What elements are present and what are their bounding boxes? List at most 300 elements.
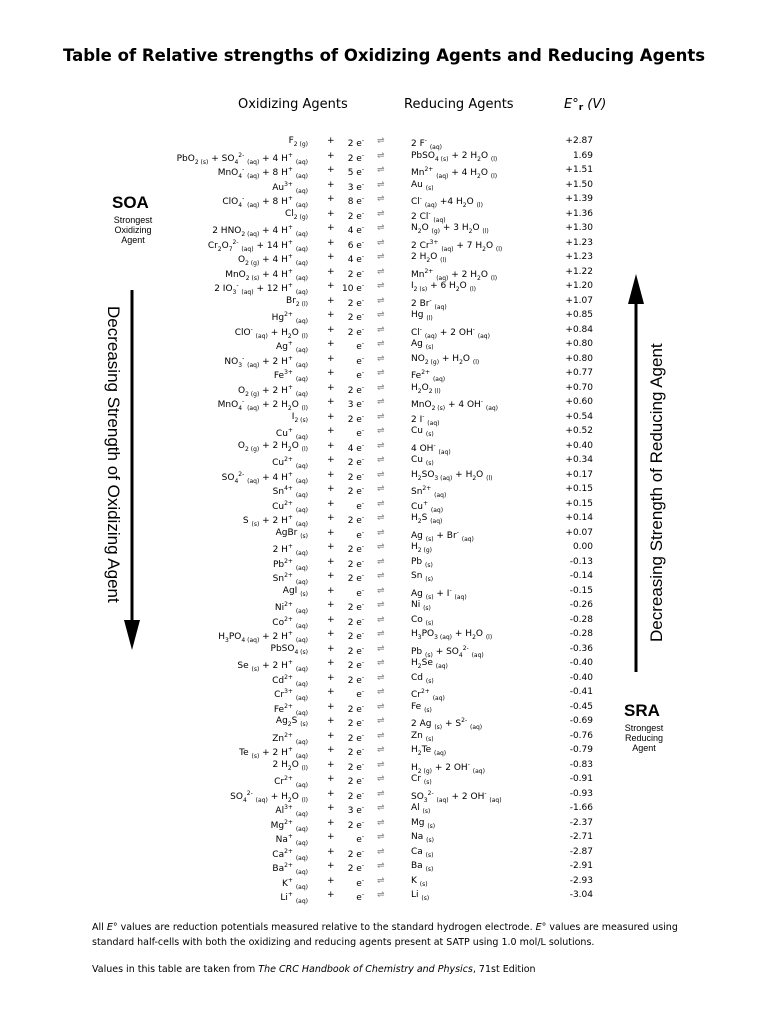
equilibrium-arrow-icon: ⇌ bbox=[377, 716, 385, 726]
equilibrium-arrow-icon: ⇌ bbox=[377, 223, 385, 233]
reduction-potential: -0.13 bbox=[569, 556, 593, 567]
table-row bbox=[0, 656, 768, 673]
oxidizing-agent: $PbO_{2 (s)} + SO_4^{2-}$ $_{(aq)}$ + 4 H+ $_{(aq)}$ bbox=[176, 151, 308, 166]
oxidizing-agent: Te $_{(s)}$ + 2 H+ $_{(aq)}$ bbox=[239, 746, 308, 760]
oxidizing-agent: $Zn^{2+}$ $_{(aq)}$ bbox=[272, 731, 308, 746]
table-row bbox=[0, 134, 768, 151]
reducing-agent: Hg $_{(l)}$ bbox=[411, 310, 433, 322]
reducing-agent: Au $_{(s)}$ bbox=[411, 179, 434, 192]
reduction-potential: +0.80 bbox=[565, 353, 593, 364]
equilibrium-arrow-icon: ⇌ bbox=[377, 295, 385, 306]
reduction-potential: +0.77 bbox=[565, 368, 593, 378]
reduction-potential: +0.15 bbox=[565, 498, 593, 509]
reducing-agent: $N_2O$ $_{(g)}$ + 3 $H_2O$ $_{(l)}$ bbox=[411, 223, 489, 235]
reducing-agent: Co $_{(s)}$ bbox=[411, 614, 434, 627]
table-row bbox=[0, 265, 768, 282]
oxidizing-agent: $O_{2 (g)} + 2$ H+ $_{(aq)}$ bbox=[237, 383, 308, 398]
reduction-potential: -2.37 bbox=[569, 817, 593, 828]
oxidizing-agent: MnO$_4$- $_{(aq)}$ + 2 $H_2O$ $_{(l)}$ bbox=[217, 398, 308, 412]
reducing-agent: $NO_{2 (g)} + H_2O$ $_{(l)}$ bbox=[411, 353, 480, 366]
reducing-agent: $Mn^{2+}$ $_{(aq)}$ + 2 $H_2O$ $_{(l)}$ bbox=[411, 267, 498, 282]
footnote bbox=[92, 920, 692, 950]
plus-sign: + bbox=[327, 150, 335, 161]
plus-sign: + bbox=[327, 846, 335, 857]
reduction-potential: +0.34 bbox=[565, 455, 593, 465]
equilibrium-arrow-icon: ⇌ bbox=[377, 585, 385, 596]
electrons: e- bbox=[356, 891, 364, 903]
source-note bbox=[92, 964, 536, 975]
reducing-agent: $H_{2 (g)} + 2$ OH- $_{(aq)}$ bbox=[411, 760, 485, 775]
electrons: 2 e- bbox=[347, 644, 364, 657]
electrons: 2 e- bbox=[347, 209, 364, 222]
reducing-agent: Cr $_{(s)}$ bbox=[411, 774, 432, 786]
plus-sign: + bbox=[327, 730, 335, 741]
oxidizing-agent: $H_3PO_{4 (aq)} + 2$ H+ $_{(aq)}$ bbox=[218, 630, 308, 644]
equilibrium-arrow-icon: ⇌ bbox=[377, 426, 385, 436]
oxidizing-agent: 2 $IO_3^-$ $_{(aq)}$ + 12 H+ $_{(aq)}$ bbox=[214, 282, 308, 296]
soa-description bbox=[104, 215, 162, 245]
electrons: 2 e- bbox=[347, 775, 364, 787]
electrons: 2 e- bbox=[347, 485, 364, 497]
reducing-agent: $I_{2 (s)} + 6$ $H_2O$ $_{(l)}$ bbox=[411, 281, 476, 293]
oxidizing-agent: $Sn^{2+}$ $_{(aq)}$ bbox=[272, 572, 308, 586]
reduction-potential: -0.41 bbox=[569, 687, 593, 697]
reducing-agent: Cd $_{(s)}$ bbox=[411, 672, 434, 685]
equilibrium-arrow-icon: ⇌ bbox=[377, 629, 385, 639]
electrons: 3 e- bbox=[347, 804, 364, 816]
reducing-agent: Cl- $_{(aq)}$ +4 $H_2O$ $_{(l)}$ bbox=[411, 195, 483, 209]
electrons: 2 e- bbox=[347, 717, 364, 729]
plus-sign: + bbox=[327, 614, 335, 625]
oxidizing-agent: AgI $_{(s)}$ bbox=[282, 585, 308, 598]
reduction-potential: +0.84 bbox=[565, 324, 593, 335]
sra-line-1: Strongest bbox=[624, 723, 664, 733]
oxidizing-agent: 2 $HNO_{2 (aq)} + 4$ H+ $_{(aq)}$ bbox=[212, 224, 308, 238]
electrons: 10 e- bbox=[341, 282, 364, 294]
equilibrium-arrow-icon: ⇌ bbox=[377, 179, 385, 190]
reduction-potential: -0.91 bbox=[569, 774, 593, 784]
electrons: e- bbox=[356, 528, 364, 541]
equilibrium-arrow-icon: ⇌ bbox=[377, 600, 385, 610]
equilibrium-arrow-icon: ⇌ bbox=[377, 643, 385, 654]
plus-sign: + bbox=[327, 774, 335, 784]
equilibrium-arrow-icon: ⇌ bbox=[377, 440, 385, 451]
reduction-potential: 1.69 bbox=[572, 150, 593, 161]
equilibrium-arrow-icon: ⇌ bbox=[377, 136, 385, 146]
plus-sign: + bbox=[327, 832, 335, 842]
equilibrium-arrow-icon: ⇌ bbox=[377, 382, 385, 393]
plus-sign: + bbox=[327, 600, 335, 610]
electrons: 2 e- bbox=[347, 818, 364, 831]
plus-sign: + bbox=[327, 890, 335, 900]
equilibrium-arrow-icon: ⇌ bbox=[377, 542, 385, 552]
plus-sign: + bbox=[327, 643, 335, 654]
electrons: e- bbox=[356, 369, 364, 381]
equilibrium-arrow-icon: ⇌ bbox=[377, 745, 385, 755]
reducing-agent: K $_{(s)}$ bbox=[411, 875, 428, 888]
reduction-potential: +1.23 bbox=[565, 252, 593, 262]
table-row bbox=[0, 888, 768, 905]
plus-sign: + bbox=[327, 672, 335, 683]
reducing-agent: 2 Br- $_{(aq)}$ bbox=[411, 296, 447, 311]
reduction-potential: -0.93 bbox=[569, 788, 593, 799]
electrons: e- bbox=[356, 586, 364, 599]
oxidizing-agent: $Al^{3+}$ $_{(aq)}$ bbox=[275, 804, 308, 818]
sra-label: SRA bbox=[624, 701, 660, 720]
plus-sign: + bbox=[327, 875, 335, 886]
reduction-potential: -2.93 bbox=[569, 875, 593, 886]
plus-sign: + bbox=[327, 353, 335, 364]
plus-sign: + bbox=[327, 324, 335, 335]
header-potential-subscript: r bbox=[578, 103, 584, 113]
reduction-potential: -0.79 bbox=[569, 745, 593, 755]
footnote-text-1: All bbox=[92, 922, 107, 933]
oxidizing-agent: $Ag_2S$ $_{(s)}$ bbox=[275, 716, 308, 728]
reduction-potential: -0.83 bbox=[569, 759, 593, 770]
reduction-potential: -0.15 bbox=[569, 585, 593, 596]
reduction-potential: +0.85 bbox=[565, 310, 593, 320]
reducing-agent: 4 OH- $_{(aq)}$ bbox=[411, 441, 451, 456]
reduction-potential: -0.28 bbox=[569, 629, 593, 639]
reduction-potential: -0.14 bbox=[569, 571, 593, 581]
electrons: 2 e- bbox=[347, 383, 364, 396]
plus-sign: + bbox=[327, 411, 335, 422]
equilibrium-arrow-icon: ⇌ bbox=[377, 165, 385, 175]
plus-sign: + bbox=[327, 339, 335, 349]
equilibrium-arrow-icon: ⇌ bbox=[377, 672, 385, 683]
oxidizing-agent: Ag+ $_{(aq)}$ bbox=[276, 340, 308, 354]
header-potential-unit: (V) bbox=[583, 97, 607, 112]
header-oxidizing-agents: Oxidizing Agents bbox=[238, 97, 348, 112]
reduction-potential: -0.26 bbox=[569, 600, 593, 610]
electrons: 2 e- bbox=[347, 789, 364, 802]
electrons: 2 e- bbox=[347, 412, 364, 425]
electrons: 2 e- bbox=[347, 630, 364, 642]
electrons: 2 e- bbox=[347, 543, 364, 555]
oxidizing-agent: $O_{2 (g)} + 4$ H+ $_{(aq)}$ bbox=[237, 253, 308, 267]
oxidizing-agent: $Cr_2O_7^{2-}$ $_{(aq)}$ + 14 H+ $_{(aq)}$ bbox=[207, 238, 308, 253]
sra-line-2: Reducing bbox=[624, 733, 664, 743]
reducing-agent: PbSO$_{4 (s)}$ + 2 $H_2O$ $_{(l)}$ bbox=[411, 150, 498, 163]
oxidizing-agent: $Fe^{2+}$ $_{(aq)}$ bbox=[273, 702, 308, 717]
electrons: 3 e- bbox=[347, 398, 364, 410]
reducing-agent: Cu $_{(s)}$ bbox=[411, 426, 434, 438]
plus-sign: + bbox=[327, 165, 335, 175]
reduction-potential: +1.30 bbox=[565, 223, 593, 233]
equilibrium-arrow-icon: ⇌ bbox=[377, 498, 385, 509]
equilibrium-arrow-icon: ⇌ bbox=[377, 324, 385, 335]
oxidizing-agent: $Fe^{3+}$ $_{(aq)}$ bbox=[273, 369, 308, 383]
left-vertical-label: Decreasing Strength of Oxidizing Agent bbox=[104, 306, 123, 603]
plus-sign: + bbox=[327, 513, 335, 523]
oxidizing-agent: $Au^{3+}$ $_{(aq)}$ bbox=[272, 180, 308, 195]
reduction-potential: -0.28 bbox=[569, 614, 593, 625]
electrons: 4 e- bbox=[347, 224, 364, 236]
reducing-agent: Ba $_{(s)}$ bbox=[411, 861, 434, 873]
oxidizing-agent: $Cd^{2+}$ $_{(aq)}$ bbox=[272, 673, 308, 688]
reducing-agent: $H_{2 (g)}$ bbox=[411, 542, 432, 554]
oxidizing-agent: $Sn^{4+}$ $_{(aq)}$ bbox=[272, 485, 308, 499]
electrons: 5 e- bbox=[347, 166, 364, 178]
oxidizing-agent: $Pb^{2+}$ $_{(aq)}$ bbox=[272, 557, 308, 572]
reducing-agent: $H_2O_{2 (l)}$ bbox=[411, 382, 441, 395]
plus-sign: + bbox=[327, 687, 335, 697]
reducing-agent: 2 I- $_{(aq)}$ bbox=[411, 412, 440, 427]
reducing-agent: 2 F- $_{(aq)}$ bbox=[411, 137, 442, 151]
electrons: 2 e- bbox=[347, 659, 364, 671]
plus-sign: + bbox=[327, 817, 335, 828]
plus-sign: + bbox=[327, 556, 335, 567]
electrons: 2 e- bbox=[347, 557, 364, 570]
plus-sign: + bbox=[327, 368, 335, 378]
reduction-potential: -0.45 bbox=[569, 701, 593, 712]
reduction-potential: +0.40 bbox=[565, 440, 593, 451]
plus-sign: + bbox=[327, 426, 335, 436]
oxidizing-agent: $Ba^{2+}$ $_{(aq)}$ bbox=[272, 862, 308, 876]
plus-sign: + bbox=[327, 252, 335, 262]
reduction-potential: +0.15 bbox=[565, 484, 593, 494]
equilibrium-arrow-icon: ⇌ bbox=[377, 556, 385, 567]
oxidizing-agent: $Ca^{2+}$ $_{(aq)}$ bbox=[272, 847, 308, 862]
equilibrium-arrow-icon: ⇌ bbox=[377, 484, 385, 494]
plus-sign: + bbox=[327, 469, 335, 480]
electrons: 2 e- bbox=[347, 325, 364, 338]
plus-sign: + bbox=[327, 281, 335, 291]
reduction-potential: +1.50 bbox=[565, 179, 593, 190]
equilibrium-arrow-icon: ⇌ bbox=[377, 875, 385, 886]
oxidizing-agent: Na+ $_{(aq)}$ bbox=[275, 833, 308, 847]
reducing-agent: $Mn^{2+}$ $_{(aq)}$ + 4 $H_2O$ $_{(l)}$ bbox=[411, 166, 498, 180]
reducing-agent: $H_2Te$ $_{(aq)}$ bbox=[411, 745, 447, 757]
reduction-potential: -2.71 bbox=[569, 832, 593, 842]
plus-sign: + bbox=[327, 179, 335, 190]
equilibrium-arrow-icon: ⇌ bbox=[377, 614, 385, 625]
plus-sign: + bbox=[327, 701, 335, 712]
electrons: 2 e- bbox=[347, 296, 364, 309]
reduction-potential: +0.54 bbox=[565, 411, 593, 422]
electrons: e- bbox=[356, 876, 364, 889]
electrons: 2 e- bbox=[347, 702, 364, 715]
reducing-agent: MnO$_{2 (s)}$ + 4 OH- $_{(aq)}$ bbox=[411, 398, 499, 412]
reduction-potential: +2.87 bbox=[565, 136, 593, 146]
reduction-potential: +0.60 bbox=[565, 397, 593, 407]
equilibrium-arrow-icon: ⇌ bbox=[377, 803, 385, 813]
electrons: 2 e- bbox=[347, 456, 364, 468]
header-potential bbox=[564, 97, 606, 113]
electrons: e- bbox=[356, 833, 364, 845]
reducing-agent: $H_2SO_{3 (aq)} + H_2O$ $_{(l)}$ bbox=[411, 469, 493, 482]
reduction-potential: -1.66 bbox=[569, 803, 593, 813]
electrons: 2 e- bbox=[347, 760, 364, 773]
equilibrium-arrow-icon: ⇌ bbox=[377, 397, 385, 407]
reduction-potential: +1.51 bbox=[565, 165, 593, 175]
plus-sign: + bbox=[327, 861, 335, 871]
oxidizing-agent: $NO_3^-$ $_{(aq)}$ + 2 H+ $_{(aq)}$ bbox=[224, 354, 308, 369]
electrons: e- bbox=[356, 688, 364, 700]
reduction-potential: -2.91 bbox=[569, 861, 593, 871]
plus-sign: + bbox=[327, 237, 335, 248]
plus-sign: + bbox=[327, 716, 335, 726]
table-row bbox=[0, 642, 768, 659]
equilibrium-arrow-icon: ⇌ bbox=[377, 788, 385, 799]
equilibrium-arrow-icon: ⇌ bbox=[377, 237, 385, 248]
oxidizing-agent: $SO_4^{2-}$ $_{(aq)}$ + 4 H+ $_{(aq)}$ bbox=[221, 470, 308, 485]
reducing-agent: 2 Cl- $_{(aq)}$ bbox=[411, 209, 446, 224]
plus-sign: + bbox=[327, 759, 335, 770]
plus-sign: + bbox=[327, 455, 335, 465]
oxidizing-agent: $Ni^{2+}$ $_{(aq)}$ bbox=[274, 601, 308, 615]
reduction-potential: -2.87 bbox=[569, 846, 593, 857]
electrons: 2 e- bbox=[347, 137, 364, 149]
oxidizing-agent: ClO$_4$- $_{(aq)}$ + 8 H+ $_{(aq)}$ bbox=[222, 195, 308, 209]
oxidizing-agent: Se $_{(s)}$ + 2 H+ $_{(aq)}$ bbox=[237, 659, 308, 673]
reduction-potential: -0.40 bbox=[569, 658, 593, 668]
table-row bbox=[0, 787, 768, 804]
reducing-agent: Pb $_{(s)}$ bbox=[411, 556, 433, 569]
plus-sign: + bbox=[327, 223, 335, 233]
plus-sign: + bbox=[327, 208, 335, 219]
oxidizing-agent: $Cr^{3+}$ $_{(aq)}$ bbox=[274, 688, 308, 702]
plus-sign: + bbox=[327, 310, 335, 320]
equilibrium-arrow-icon: ⇌ bbox=[377, 310, 385, 320]
reducing-agent: $SO_3^{2-}$ $_{(aq)}$ + 2 OH- $_{(aq)}$ bbox=[411, 789, 502, 804]
reducing-agent: Ni $_{(s)}$ bbox=[411, 600, 431, 612]
equilibrium-arrow-icon: ⇌ bbox=[377, 469, 385, 480]
equilibrium-arrow-icon: ⇌ bbox=[377, 411, 385, 422]
oxidizing-agent: $Cl_{2 (g)}$ bbox=[284, 208, 308, 221]
equilibrium-arrow-icon: ⇌ bbox=[377, 759, 385, 770]
equilibrium-arrow-icon: ⇌ bbox=[377, 339, 385, 349]
reduction-potential: +1.20 bbox=[565, 281, 593, 291]
equilibrium-arrow-icon: ⇌ bbox=[377, 513, 385, 523]
electrons: 3 e- bbox=[347, 180, 364, 193]
electrons: e- bbox=[356, 499, 364, 512]
electrons: 2 e- bbox=[347, 470, 364, 483]
table-row bbox=[0, 845, 768, 862]
plus-sign: + bbox=[327, 498, 335, 509]
oxidizing-agent: MnO$_4$- $_{(aq)}$ + 8 H+ $_{(aq)}$ bbox=[217, 166, 308, 180]
oxidizing-agent: $Br_{2 (l)}$ bbox=[286, 295, 308, 308]
oxidizing-agent: $Mg^{2+}$ $_{(aq)}$ bbox=[270, 818, 308, 833]
reduction-potential: +1.39 bbox=[565, 194, 593, 204]
reduction-potential: -0.69 bbox=[569, 716, 593, 726]
equilibrium-arrow-icon: ⇌ bbox=[377, 281, 385, 291]
equilibrium-arrow-icon: ⇌ bbox=[377, 832, 385, 842]
plus-sign: + bbox=[327, 803, 335, 813]
right-vertical-label: Decreasing Strength of Reducing Agent bbox=[647, 343, 666, 642]
plus-sign: + bbox=[327, 266, 335, 277]
equilibrium-arrow-icon: ⇌ bbox=[377, 208, 385, 219]
equilibrium-arrow-icon: ⇌ bbox=[377, 150, 385, 161]
oxidizing-agent: $Cu^{2+}$ $_{(aq)}$ bbox=[272, 499, 308, 514]
soa-line-3: Agent bbox=[121, 235, 145, 245]
footnote-text-3: values are measured using standard half-cells with both the oxidizing and reducing agents present at SATP using 1.0 mol/L solutions. bbox=[92, 922, 678, 948]
table-row bbox=[0, 830, 768, 847]
reduction-potential: +0.80 bbox=[565, 339, 593, 349]
footnote-symbol-2: E° bbox=[535, 922, 547, 933]
equilibrium-arrow-icon: ⇌ bbox=[377, 774, 385, 784]
reducing-agent: Zn $_{(s)}$ bbox=[411, 730, 434, 743]
oxidizing-agent: ClO- $_{(aq)} + H_2O$ $_{(l)}$ bbox=[234, 325, 308, 340]
electrons: 2 e- bbox=[347, 572, 364, 584]
oxidizing-agent: 2 $H_2O$ $_{(l)}$ bbox=[272, 759, 308, 772]
electrons: 4 e- bbox=[347, 253, 364, 265]
table-row bbox=[0, 178, 768, 195]
equilibrium-arrow-icon: ⇌ bbox=[377, 658, 385, 668]
oxidizing-agent: $Co^{2+}$ $_{(aq)}$ bbox=[272, 615, 308, 630]
page-title: Table of Relative strengths of Oxidizing Agents and Reducing Agents bbox=[62, 46, 706, 65]
reducing-agent: $H_2Se$ $_{(aq)}$ bbox=[411, 658, 448, 670]
plus-sign: + bbox=[327, 382, 335, 393]
reducing-agent: Li $_{(s)}$ bbox=[411, 890, 430, 902]
reducing-agent: $H_3PO_{3 (aq)} + H_2O$ $_{(l)}$ bbox=[411, 629, 493, 641]
electrons: 2 e- bbox=[347, 601, 364, 613]
oxidizing-agent: Cu+ $_{(aq)}$ bbox=[275, 427, 308, 441]
source-prefix: Values in this table are taken from bbox=[92, 964, 259, 975]
electrons: 2 e- bbox=[347, 673, 364, 686]
electrons: 2 e- bbox=[347, 862, 364, 874]
equilibrium-arrow-icon: ⇌ bbox=[377, 571, 385, 581]
equilibrium-arrow-icon: ⇌ bbox=[377, 846, 385, 857]
reduction-potential: -0.40 bbox=[569, 672, 593, 683]
reduction-potential: 0.00 bbox=[572, 542, 593, 552]
table-row bbox=[0, 772, 768, 789]
reducing-agent: $Fe^{2+}$ $_{(aq)}$ bbox=[411, 369, 446, 383]
reducing-agent: Na $_{(s)}$ bbox=[411, 832, 434, 844]
table-row bbox=[0, 801, 768, 818]
table-row bbox=[0, 149, 768, 166]
reducing-agent: Ag $_{(s)}$ + Br- $_{(aq)}$ bbox=[411, 528, 474, 543]
electrons: e- bbox=[356, 340, 364, 352]
electrons: 2 e- bbox=[347, 311, 364, 323]
reducing-agent: Mg $_{(s)}$ bbox=[411, 817, 436, 830]
electrons: 2 e- bbox=[347, 615, 364, 628]
oxidizing-agent: K+ $_{(aq)}$ bbox=[282, 876, 308, 891]
table-row bbox=[0, 279, 768, 296]
equilibrium-arrow-icon: ⇌ bbox=[377, 527, 385, 538]
plus-sign: + bbox=[327, 745, 335, 755]
table-row bbox=[0, 671, 768, 688]
up-arrow-icon bbox=[626, 272, 646, 674]
plus-sign: + bbox=[327, 397, 335, 407]
table-row bbox=[0, 816, 768, 833]
soa-label: SOA bbox=[112, 193, 149, 212]
equilibrium-arrow-icon: ⇌ bbox=[377, 890, 385, 900]
equilibrium-arrow-icon: ⇌ bbox=[377, 368, 385, 378]
plus-sign: + bbox=[327, 440, 335, 451]
reduction-potential: +0.52 bbox=[565, 426, 593, 436]
reduction-potential: +1.36 bbox=[565, 208, 593, 219]
reduction-potential: +1.23 bbox=[565, 237, 593, 248]
reducing-agent: Al $_{(s)}$ bbox=[411, 803, 431, 815]
oxidizing-agent: $O_{2 (g)} + 2$ $H_2O$ $_{(l)}$ bbox=[237, 440, 308, 453]
plus-sign: + bbox=[327, 136, 335, 146]
plus-sign: + bbox=[327, 295, 335, 306]
reduction-potential: -3.04 bbox=[569, 890, 593, 900]
equilibrium-arrow-icon: ⇌ bbox=[377, 194, 385, 204]
oxidizing-agent: Li+ $_{(aq)}$ bbox=[280, 891, 308, 905]
plus-sign: + bbox=[327, 484, 335, 494]
electrons: 2 e- bbox=[347, 514, 364, 526]
plus-sign: + bbox=[327, 788, 335, 799]
sra-description bbox=[615, 723, 673, 753]
equilibrium-arrow-icon: ⇌ bbox=[377, 266, 385, 277]
reduction-potential: -0.36 bbox=[569, 643, 593, 654]
oxidizing-agent: $I_{2 (s)}$ bbox=[291, 411, 308, 424]
oxidizing-agent: $Cu^{2+}$ $_{(aq)}$ bbox=[272, 456, 308, 470]
plus-sign: + bbox=[327, 194, 335, 204]
equilibrium-arrow-icon: ⇌ bbox=[377, 730, 385, 741]
